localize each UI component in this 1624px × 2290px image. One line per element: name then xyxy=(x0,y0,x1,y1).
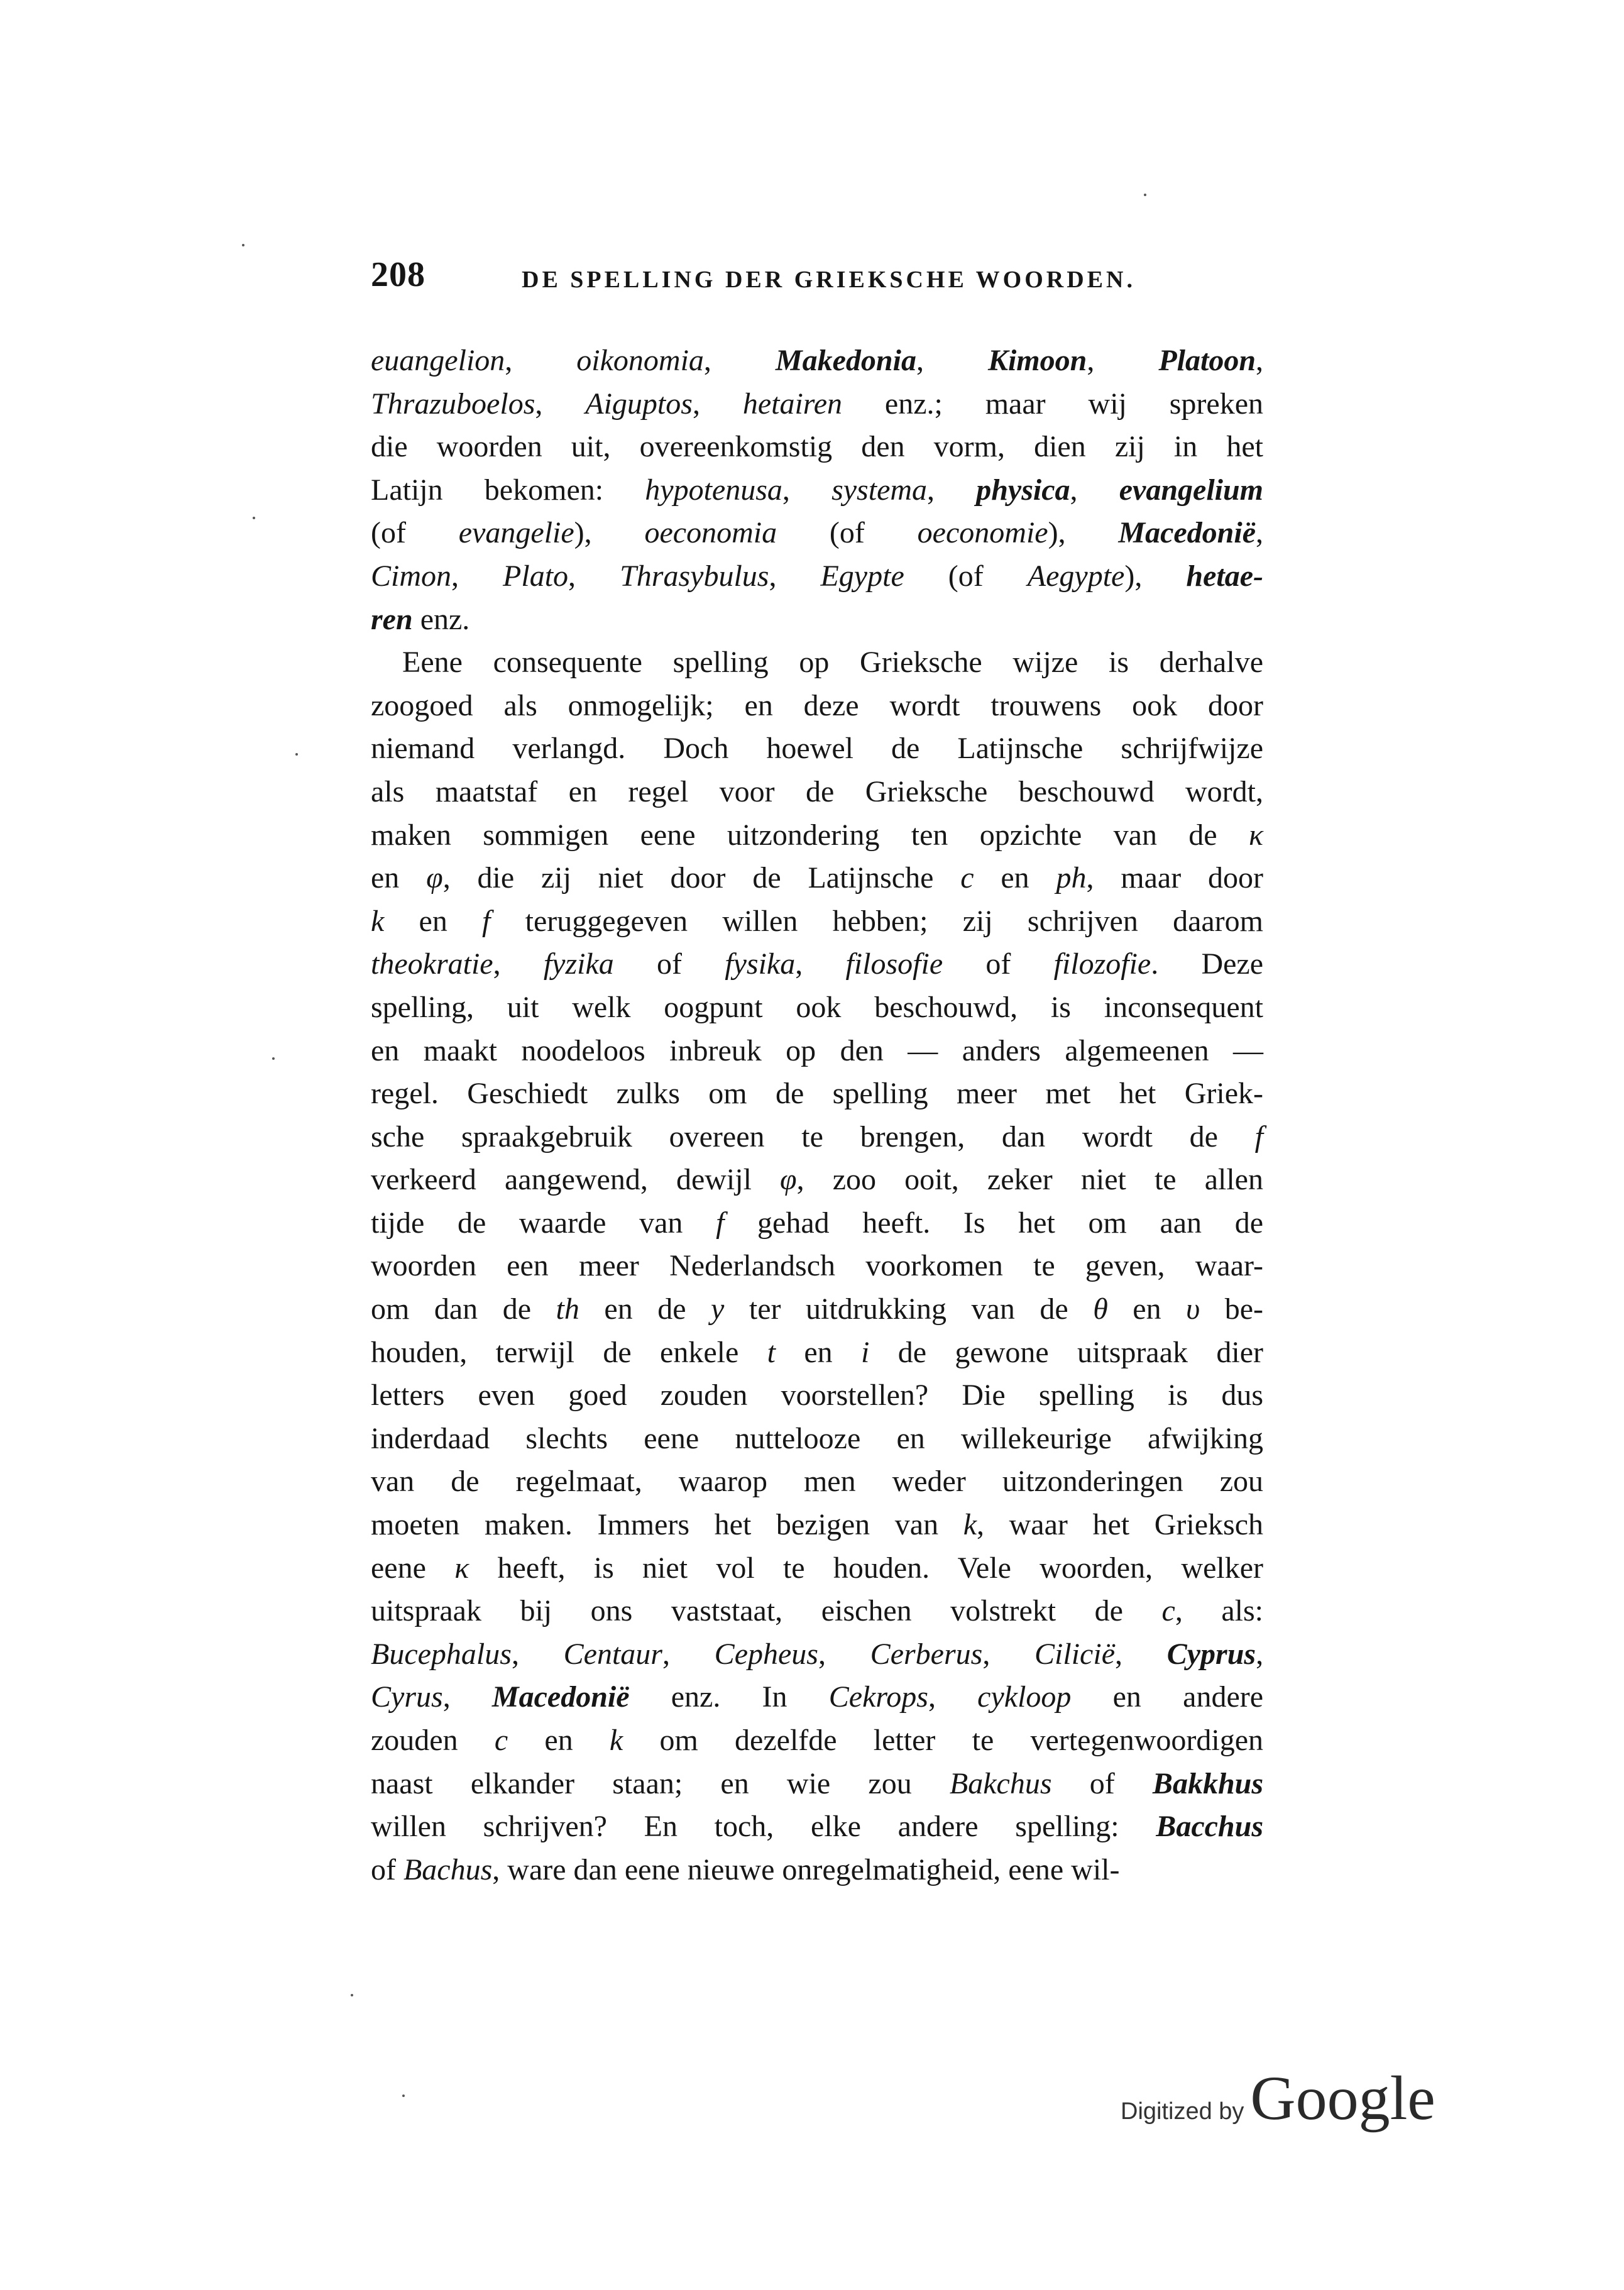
scan-speck xyxy=(253,517,255,519)
text-line: die woorden uit, overeenkomstig den vorm, dien zij in het xyxy=(371,430,1263,464)
text-line: ren enz. xyxy=(371,602,470,636)
text-line: van de regelmaat, waarop men weder uitzonderingen zou xyxy=(371,1465,1263,1499)
text-line: of Bachus, ware dan eene nieuwe onregelmatigheid, eene wil- xyxy=(371,1852,1120,1886)
digitized-by-label: Digitized by xyxy=(1121,2098,1244,2125)
paragraph-1 xyxy=(371,339,1263,641)
text-line: zoogoed als onmogelijk; en deze wordt trouwens ook door xyxy=(371,688,1263,722)
body-text xyxy=(371,339,1263,1891)
text-line: Cyrus, Macedonië enz. In Cekrops, cykloop en andere xyxy=(371,1680,1264,1714)
text-line: en maakt noodeloos inbreuk op den — anders algemeenen — xyxy=(371,1033,1263,1067)
google-logo: Google xyxy=(1250,2063,1435,2133)
text-line: zouden c en k om dezelfde letter te vertegenwoordigen xyxy=(371,1724,1264,1757)
text-line: tijde de waarde van f gehad heeft. Is het om aan de xyxy=(371,1206,1264,1240)
text-line: naast elkander staan; en wie zou Bakchus of Bakkhus xyxy=(371,1766,1264,1800)
text-line: woorden een meer Nederlandsch voorkomen te geven, waar- xyxy=(371,1249,1263,1283)
text-line: spelling, uit welk oogpunt ook beschouwd, is inconsequent xyxy=(371,990,1263,1024)
running-head: DE SPELLING DER GRIEKSCHE WOORDEN. xyxy=(522,267,1136,293)
text-line: als maatstaf en regel voor de Grieksche beschouwd wordt, xyxy=(371,774,1263,808)
text-line: Bucephalus, Centaur, Cepheus, Cerberus, Cilicië, Cyprus, xyxy=(371,1637,1264,1671)
scan-speck xyxy=(242,244,244,246)
paragraph-2 xyxy=(371,641,1263,1891)
text-line: maken sommigen eene uitzondering ten opzichte van de κ xyxy=(371,818,1263,852)
scan-speck xyxy=(351,1994,353,1996)
text-line: willen schrijven? En toch, elke andere spelling: Bacchus xyxy=(371,1810,1263,1844)
text-line: verkeerd aangewend, dewijl φ, zoo ooit, zeker niet te allen xyxy=(371,1163,1263,1197)
text-line: regel. Geschiedt zulks om de spelling meer met het Griek- xyxy=(371,1077,1263,1111)
page-header xyxy=(371,255,1276,305)
text-line: letters even goed zouden voorstellen? Die spelling is dus xyxy=(371,1379,1263,1412)
text-line: (of evangelie), oeconomia (of oeconomie), Macedonië, xyxy=(371,516,1264,550)
text-line: eene κ heeft, is niet vol te houden. Vele woorden, welker xyxy=(371,1551,1263,1585)
scan-speck xyxy=(1144,194,1146,196)
text-line: Cimon, Plato, Thrasybulus, Egypte (of Aegypte), hetae- xyxy=(371,559,1263,593)
text-line: uitspraak bij ons vaststaat, eischen volstrekt de c, als: xyxy=(371,1594,1263,1628)
scan-speck xyxy=(402,2095,405,2097)
scan-speck xyxy=(272,1057,275,1060)
text-line: Thrazuboelos, Aiguptos, hetairen enz.; maar wij spreken xyxy=(371,387,1264,421)
text-line: Eene consequente spelling op Grieksche wijze is derhalve xyxy=(402,646,1263,680)
text-line: houden, terwijl de enkele t en i de gewone uitspraak dier xyxy=(371,1335,1263,1369)
digitized-by-google-watermark xyxy=(1121,2062,1435,2131)
text-line: k en f teruggegeven willen hebben; zij schrijven daarom xyxy=(371,904,1263,938)
text-line: sche spraakgebruik overeen te brengen, dan wordt de f xyxy=(371,1120,1263,1153)
text-line: om dan de th en de y ter uitdrukking van de θ en υ be- xyxy=(371,1292,1263,1326)
text-line: en φ, die zij niet door de Latijnsche c en ph, maar door xyxy=(371,861,1263,895)
page-number: 208 xyxy=(371,255,425,294)
text-line: inderdaad slechts eene nuttelooze en willekeurige afwijking xyxy=(371,1421,1263,1455)
text-line: theokratie, fyzika of fysika, filosofie of filozofie. Deze xyxy=(371,947,1264,981)
text-line: niemand verlangd. Doch hoewel de Latijnsche schrijfwijze xyxy=(371,732,1263,766)
text-line: moeten maken. Immers het bezigen van k, waar het Grieksch xyxy=(371,1508,1264,1542)
text-line: Latijn bekomen: hypotenusa, systema, physica, evangelium xyxy=(371,473,1264,507)
text-line: euangelion, oikonomia, Makedonia, Kimoon, Platoon, xyxy=(371,344,1264,377)
scan-speck xyxy=(295,753,298,756)
